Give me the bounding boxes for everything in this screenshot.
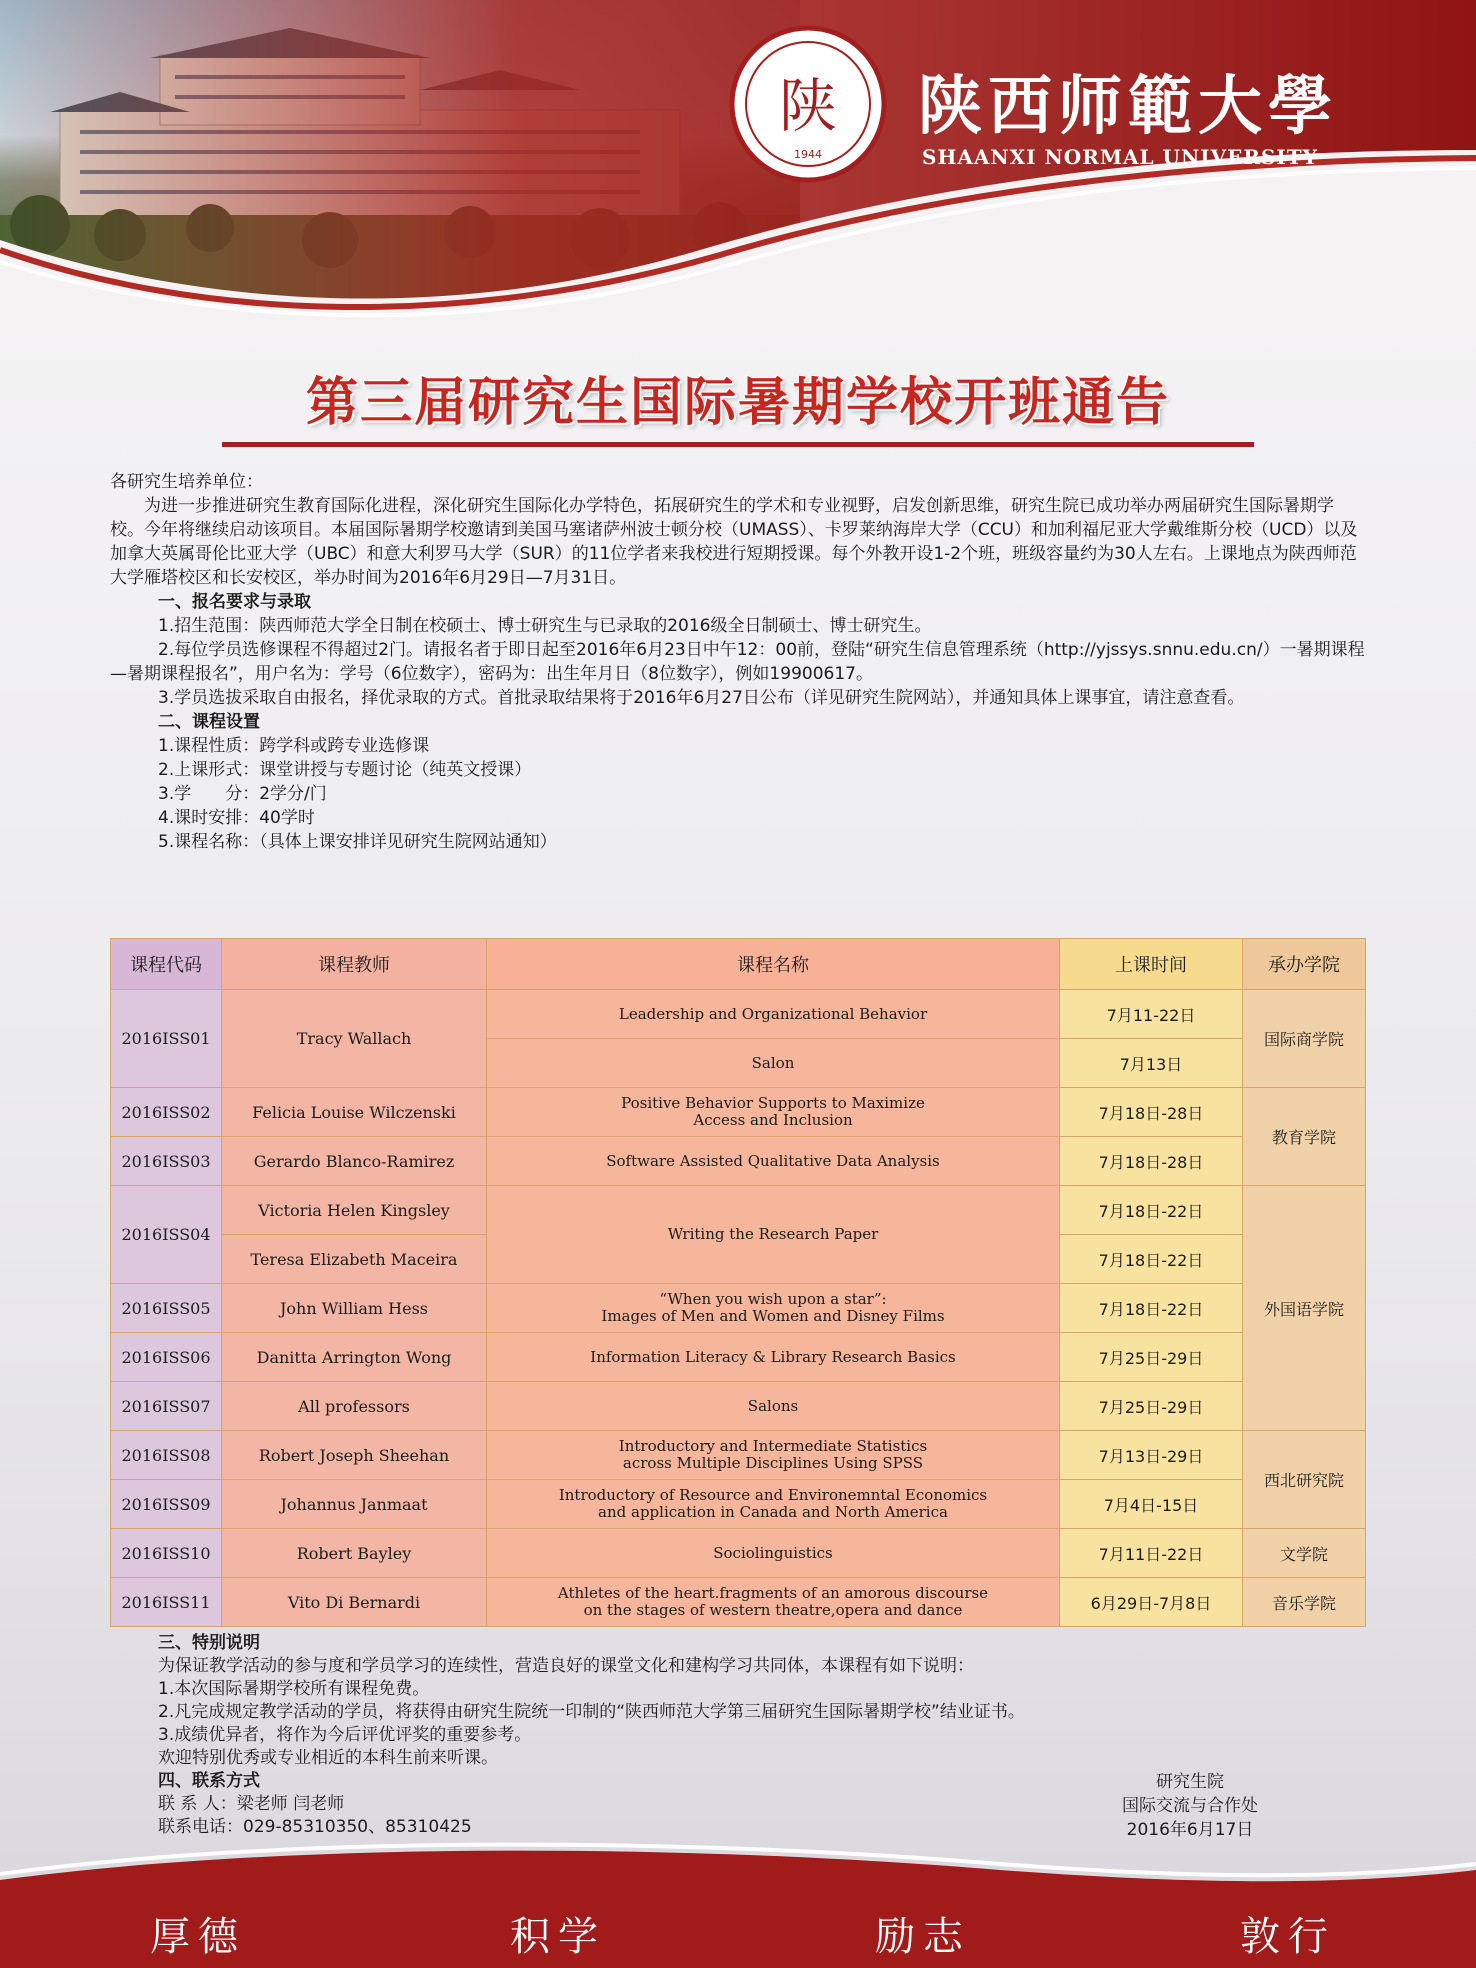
course-teacher: Johannus Janmaat	[222, 1480, 487, 1529]
section2-heading: 二、课程设置	[158, 712, 260, 732]
course-name: Salon	[487, 1039, 1060, 1088]
motto-2: 积学	[510, 1914, 606, 1960]
course-time: 7月13日-29日	[1060, 1431, 1243, 1480]
section1-item: 1.招生范围：陕西师范大学全日制在校硕士、博士研究生与已录取的2016级全日制硕士、博士研究生。	[158, 616, 932, 636]
header-art	[0, 0, 1476, 340]
course-name: Writing the Research Paper	[487, 1186, 1060, 1284]
course-time: 7月18日-28日	[1060, 1137, 1243, 1186]
course-college: 教育学院	[1243, 1088, 1366, 1186]
university-name-cn: 陕西师範大學	[918, 69, 1338, 144]
contact-person: 联 系 人：梁老师 闫老师	[158, 1794, 345, 1814]
section4-heading: 四、联系方式	[158, 1771, 260, 1791]
course-code: 2016ISS04	[111, 1186, 222, 1284]
title-block	[0, 360, 1476, 435]
course-college: 西北研究院	[1243, 1431, 1366, 1529]
course-time: 7月11-22日	[1060, 990, 1243, 1039]
course-name: Sociolinguistics	[487, 1529, 1060, 1578]
course-name: Software Assisted Qualitative Data Analysis	[487, 1137, 1060, 1186]
table-row	[111, 1382, 1366, 1431]
course-name: Introductory and Intermediate Statistics across Multiple Disciplines Using SPSS	[487, 1431, 1060, 1480]
section1-heading: 一、报名要求与录取	[158, 592, 311, 612]
course-code: 2016ISS11	[111, 1578, 222, 1627]
section2-item: 5.课程名称：（具体上课安排详见研究生院网站通知）	[158, 832, 557, 852]
course-code: 2016ISS01	[111, 990, 222, 1088]
course-code: 2016ISS10	[111, 1529, 222, 1578]
motto-4: 敦行	[1240, 1914, 1336, 1960]
signature-org1: 研究生院	[1156, 1772, 1224, 1792]
section3-line: 为保证教学活动的参与度和学员学习的连续性，营造良好的课堂文化和建构学习共同体，本课程有如下说明：	[158, 1656, 974, 1676]
course-name: “When you wish upon a star”: Images of Men and Women and Disney Films	[487, 1284, 1060, 1333]
table-header-row	[111, 939, 1366, 990]
course-time: 7月13日	[1060, 1039, 1243, 1088]
course-teacher: John William Hess	[222, 1284, 487, 1333]
course-college: 外国语学院	[1243, 1186, 1366, 1431]
course-teacher: Victoria Helen Kingsley	[222, 1186, 487, 1235]
table-row	[111, 1186, 1366, 1235]
course-code: 2016ISS06	[111, 1333, 222, 1382]
page-title: 第三届研究生国际暑期学校开班通告	[305, 372, 1170, 433]
signature-block	[1080, 1770, 1300, 1842]
section3-line: 2.凡完成规定教学活动的学员，将获得由研究生院统一印制的“陕西师范大学第三届研究生国际暑期学校”结业证书。	[158, 1702, 1025, 1722]
notice-body	[110, 470, 1366, 854]
motto-3: 励志	[875, 1914, 971, 1960]
table-row	[111, 1578, 1366, 1627]
course-code: 2016ISS08	[111, 1431, 222, 1480]
course-time: 7月18日-22日	[1060, 1284, 1243, 1333]
header-time: 上课时间	[1060, 939, 1243, 990]
section3-heading: 三、特别说明	[158, 1633, 260, 1653]
section2-item: 4.课时安排：40学时	[158, 808, 315, 828]
course-name: Positive Behavior Supports to Maximize Access and Inclusion	[487, 1088, 1060, 1137]
table-row	[111, 1333, 1366, 1382]
course-name: Introductory of Resource and Environemntal Economics and application in Canada and North America	[487, 1480, 1060, 1529]
course-teacher: Tracy Wallach	[222, 990, 487, 1088]
course-name: Information Literacy & Library Research Basics	[487, 1333, 1060, 1382]
course-name: Salons	[487, 1382, 1060, 1431]
course-code: 2016ISS02	[111, 1088, 222, 1137]
course-time: 7月18日-28日	[1060, 1088, 1243, 1137]
course-name: Leadership and Organizational Behavior	[487, 990, 1060, 1039]
course-table	[110, 938, 1366, 1627]
section2-item: 1.课程性质：跨学科或跨专业选修课	[158, 736, 430, 756]
header-banner	[0, 0, 1476, 340]
course-teacher: All professors	[222, 1382, 487, 1431]
course-code: 2016ISS05	[111, 1284, 222, 1333]
section2-item: 2.上课形式：课堂讲授与专题讨论（纯英文授课）	[158, 760, 532, 780]
salutation: 各研究生培养单位：	[110, 472, 263, 492]
signature-date: 2016年6月17日	[1126, 1820, 1254, 1840]
course-teacher: Robert Bayley	[222, 1529, 487, 1578]
header-code: 课程代码	[111, 939, 222, 990]
course-time: 7月4日-15日	[1060, 1480, 1243, 1529]
course-time: 7月25日-29日	[1060, 1382, 1243, 1431]
course-teacher: Robert Joseph Sheehan	[222, 1431, 487, 1480]
course-code: 2016ISS07	[111, 1382, 222, 1431]
header-teacher: 课程教师	[222, 939, 487, 990]
header-course: 课程名称	[487, 939, 1060, 990]
university-name-en: SHAANXI NORMAL UNIVERSITY	[922, 145, 1318, 169]
table-row	[111, 990, 1366, 1039]
course-name: Athletes of the heart.fragments of an amorous discourse on the stages of western theatre,opera and dance	[487, 1578, 1060, 1627]
section1-item: 2.每位学员选修课程不得超过2门。请报名者于即日起至2016年6月23日中午12：00前，登陆“研究生信息管理系统（http://yjssys.snnu.edu.cn/）一暑期课程—暑期课程报名”，用户名为：学号（6位数字），密码为：出生年月日（8位数字），例如19900617。	[110, 640, 1365, 684]
table-row	[111, 1529, 1366, 1578]
section3-line: 欢迎特别优秀或专业相近的本科生前来听课。	[158, 1748, 498, 1768]
section3-line: 3.成绩优异者，将作为今后评优评奖的重要参考。	[158, 1725, 532, 1745]
table-row	[111, 1088, 1366, 1137]
course-time: 7月18日-22日	[1060, 1235, 1243, 1284]
table-row	[111, 1480, 1366, 1529]
signature-org2: 国际交流与合作处	[1122, 1796, 1258, 1816]
motto-1: 厚德	[150, 1914, 246, 1960]
seal-year: 1944	[794, 148, 822, 161]
course-time: 7月25日-29日	[1060, 1333, 1243, 1382]
course-college: 音乐学院	[1243, 1578, 1366, 1627]
seal-character: 陕	[778, 72, 838, 140]
course-teacher: Danitta Arrington Wong	[222, 1333, 487, 1382]
course-college: 文学院	[1243, 1529, 1366, 1578]
section1-item: 3.学员选拔采取自由报名，择优录取的方式。首批录取结果将于2016年6月27日公布（详见研究生院网站），并通知具体上课事宜，请注意查看。	[158, 688, 1245, 708]
section2-item: 3.学 分：2学分/门	[158, 784, 327, 804]
contact-phone: 联系电话：029-85310350、85310425	[158, 1817, 472, 1837]
table-row	[111, 1284, 1366, 1333]
course-college: 国际商学院	[1243, 990, 1366, 1088]
course-code: 2016ISS03	[111, 1137, 222, 1186]
table-row	[111, 1137, 1366, 1186]
course-code: 2016ISS09	[111, 1480, 222, 1529]
table-row	[111, 1431, 1366, 1480]
course-time: 7月11日-22日	[1060, 1529, 1243, 1578]
course-teacher: Teresa Elizabeth Maceira	[222, 1235, 487, 1284]
header-college: 承办学院	[1243, 939, 1366, 990]
title-underline	[222, 442, 1254, 447]
course-time: 6月29日-7月8日	[1060, 1578, 1243, 1627]
intro-paragraph: 为进一步推进研究生教育国际化进程，深化研究生国际化办学特色，拓展研究生的学术和专业视野，启发创新思维，研究生院已成功举办两届研究生国际暑期学校。今年将继续启动该项目。本届国际暑期学校邀请到美国马塞诸萨州波士顿分校（UMASS）、卡罗莱纳海岸大学（CCU）和加利福尼亚大学戴维斯分校（UCD）以及加拿大英属哥伦比亚大学（UBC）和意大利罗马大学（SUR）的11位学者来我校进行短期授课。每个外教开设1-2个班，班级容量约为30人左右。上课地点为陕西师范大学雁塔校区和长安校区，举办时间为2016年6月29日—7月31日。	[110, 496, 1358, 588]
course-teacher: Gerardo Blanco-Ramirez	[222, 1137, 487, 1186]
section3-line: 1.本次国际暑期学校所有课程免费。	[158, 1679, 430, 1699]
course-teacher: Vito Di Bernardi	[222, 1578, 487, 1627]
course-time: 7月18日-22日	[1060, 1186, 1243, 1235]
course-teacher: Felicia Louise Wilczenski	[222, 1088, 487, 1137]
